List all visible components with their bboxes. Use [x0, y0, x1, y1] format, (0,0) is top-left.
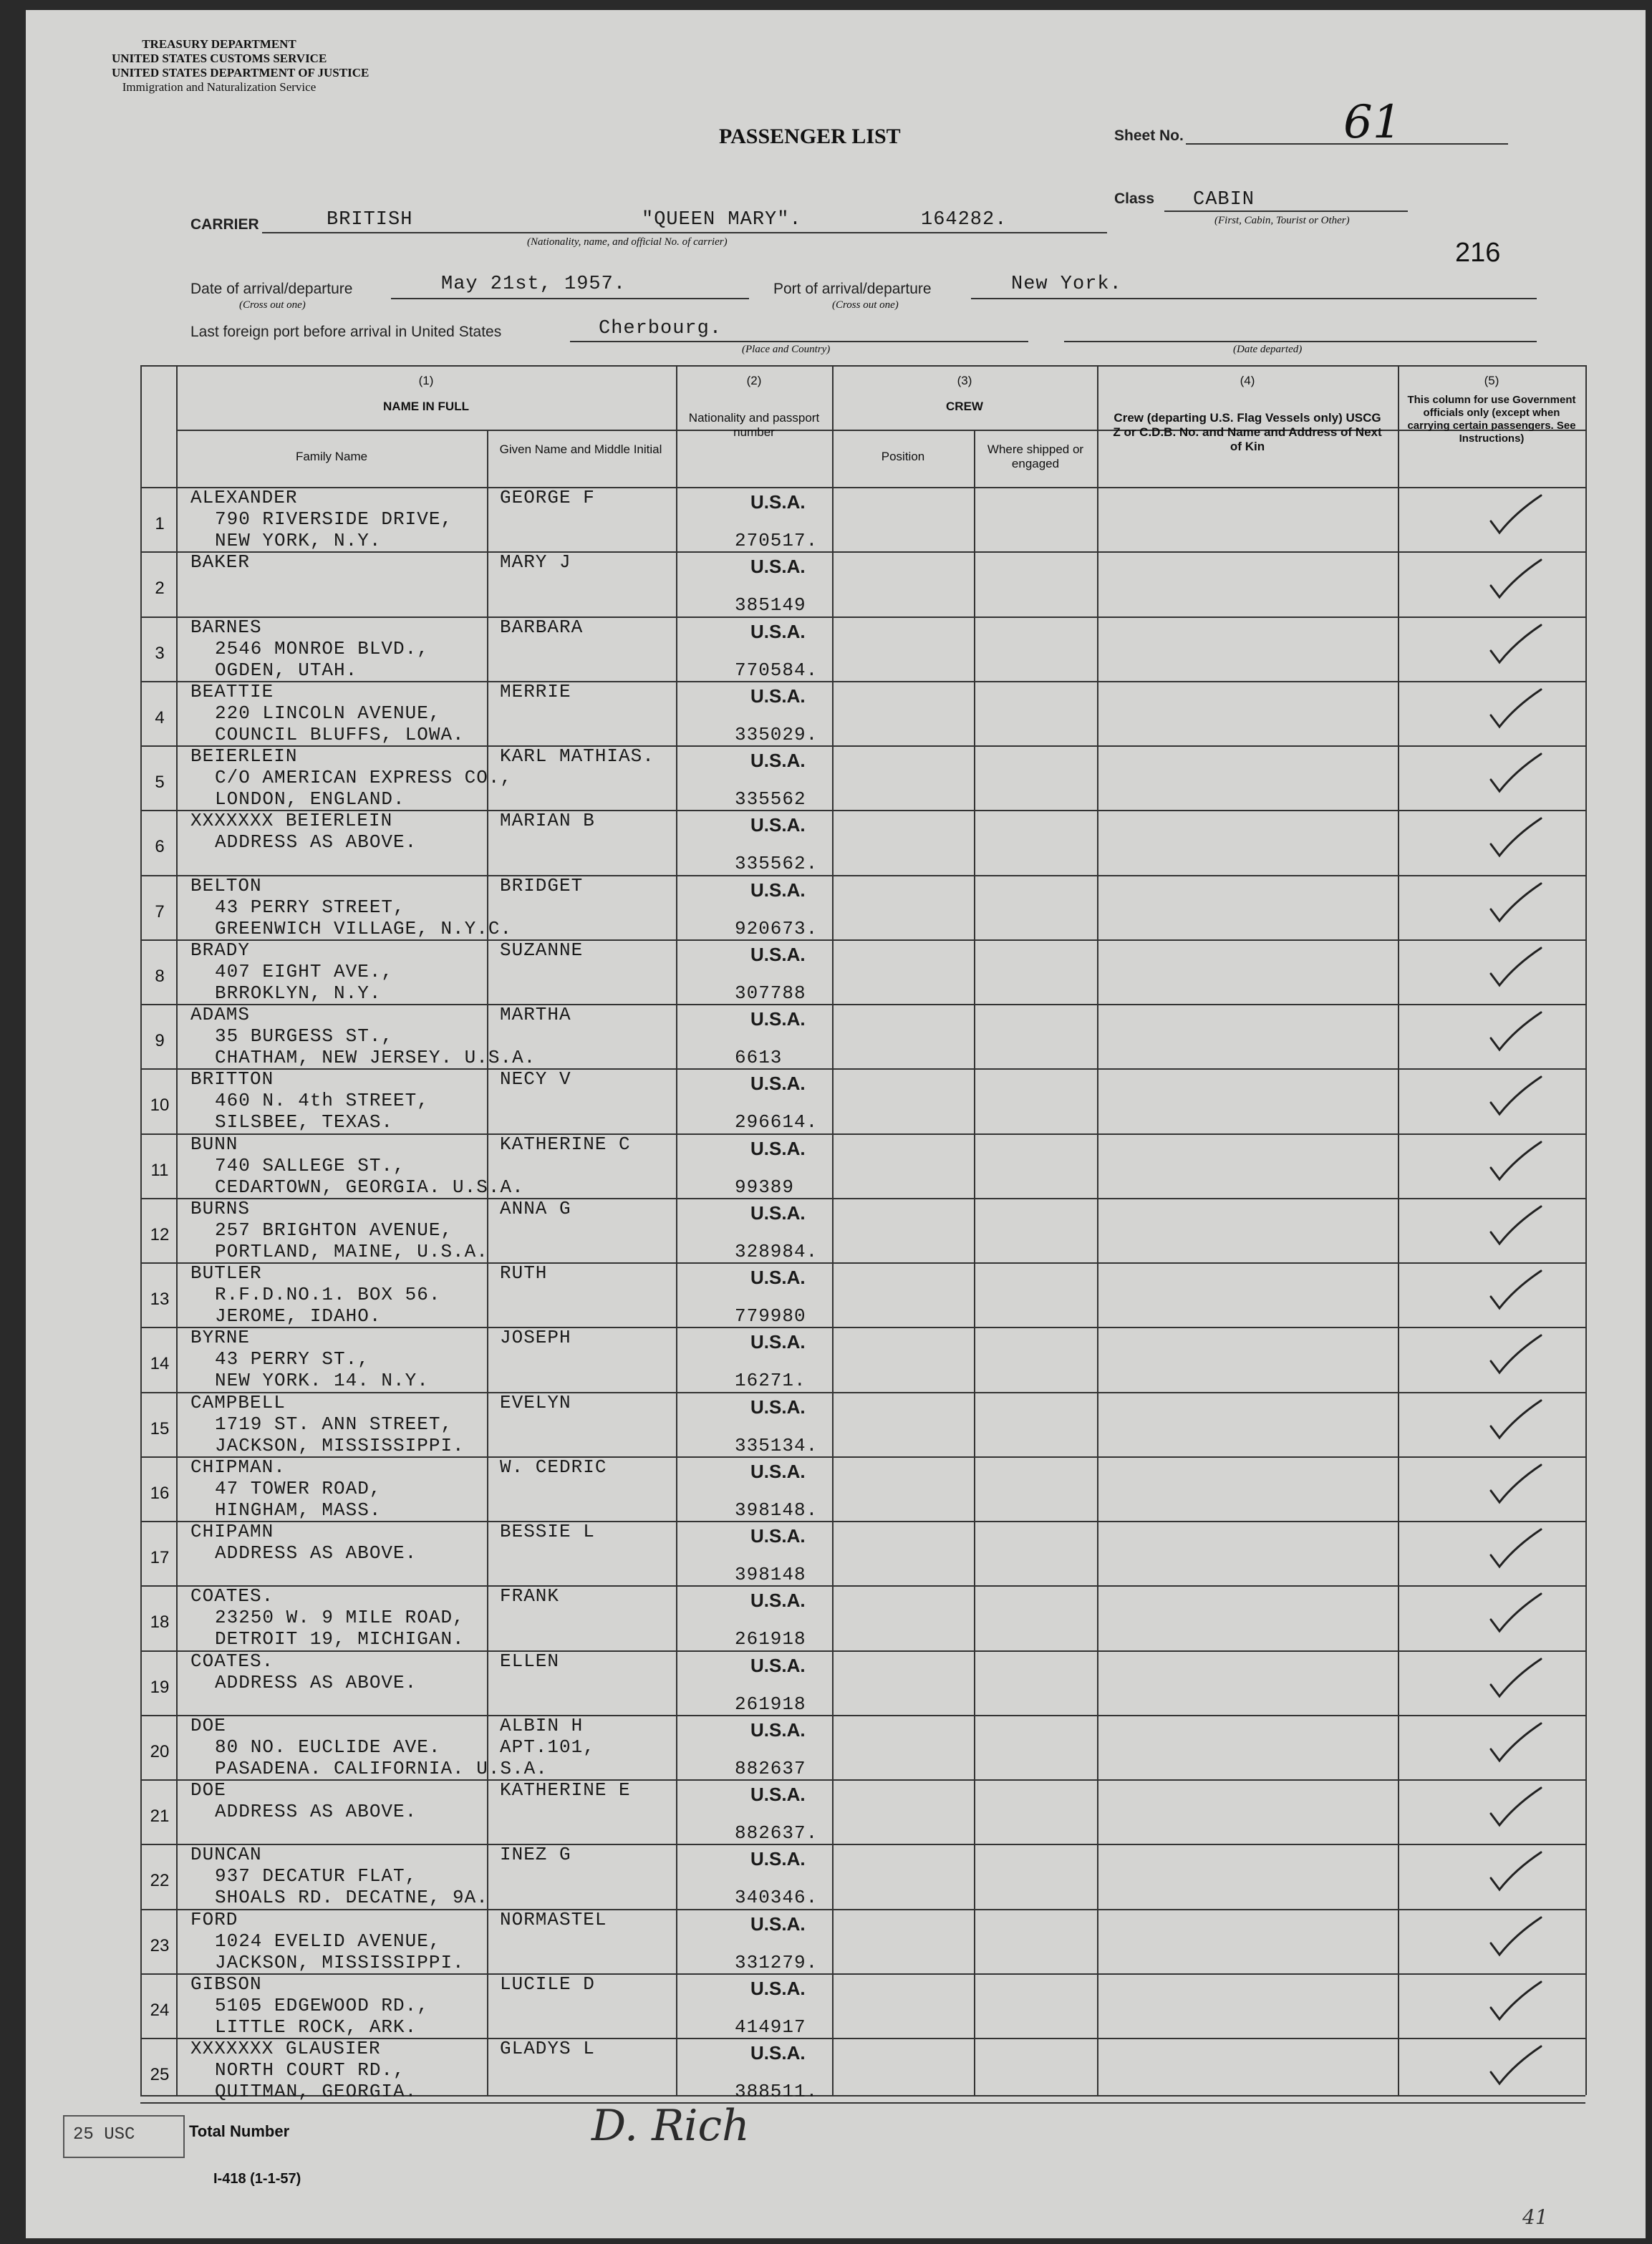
- col1-number: (1): [418, 374, 434, 387]
- check-mark-icon: [1487, 622, 1544, 672]
- table-row: [26, 1068, 1646, 1133]
- address-line-1: 5105 EDGEWOOD RD.,: [215, 1994, 429, 2016]
- check-mark-icon: [1487, 2044, 1544, 2094]
- passport-number: 398148: [735, 1564, 806, 1585]
- table-row: [26, 1973, 1646, 2038]
- table-row: [26, 1004, 1646, 1068]
- given-name: MARTHA: [500, 1004, 571, 1025]
- family-name: DOE: [190, 1714, 226, 1736]
- given-name: KARL MATHIAS.: [500, 745, 654, 767]
- row-number: 16: [150, 1483, 170, 1503]
- passport-number: 261918: [735, 1628, 806, 1650]
- address-line-2: NEW YORK. 14. N.Y.: [215, 1370, 429, 1392]
- given-name: GEORGE F: [500, 487, 595, 508]
- nationality: U.S.A.: [750, 1590, 806, 1612]
- table-row: [26, 745, 1646, 810]
- col4-number: (4): [1240, 374, 1255, 387]
- corner-mark: 41: [1522, 2205, 1548, 2229]
- address-line-2: LONDON, ENGLAND.: [215, 788, 405, 810]
- address-line-2: PORTLAND, MAINE, U.S.A.: [215, 1240, 488, 1262]
- address-line-2: PASADENA. CALIFORNIA. U.S.A.: [215, 1757, 548, 1779]
- passport-number: 398148.: [735, 1499, 818, 1521]
- address-line-2: CEDARTOWN, GEORGIA. U.S.A.: [215, 1176, 524, 1198]
- address-line-1: NORTH COURT RD.,: [215, 2059, 405, 2081]
- check-mark-icon: [1487, 1139, 1544, 1189]
- port-value: New York.: [1011, 274, 1122, 295]
- family-name: BARNES: [190, 616, 262, 638]
- dept-line-1: TREASURY DEPARTMENT: [142, 37, 296, 51]
- address-line-2: JACKSON, MISSISSIPPI.: [215, 1951, 465, 1973]
- table-row: [26, 1715, 1646, 1779]
- passport-number: 307788: [735, 982, 806, 1004]
- row-number: 23: [150, 1935, 170, 1955]
- family-name: CHIPMAN.: [190, 1456, 286, 1478]
- given-name: LUCILE D: [500, 1973, 595, 1995]
- table-row: [26, 1844, 1646, 1908]
- dept-header: [112, 37, 369, 95]
- table-row: [26, 1779, 1646, 1844]
- nationality: U.S.A.: [750, 1784, 806, 1805]
- sheet-number: 61: [1343, 96, 1402, 149]
- address-line-1: ADDRESS AS ABOVE.: [215, 1801, 417, 1822]
- nationality: U.S.A.: [750, 750, 806, 771]
- family-name: ADAMS: [190, 1004, 251, 1025]
- nationality: U.S.A.: [750, 556, 806, 578]
- address-line-1: ADDRESS AS ABOVE.: [215, 1671, 417, 1693]
- passport-number: 335134.: [735, 1434, 818, 1456]
- passenger-list-sheet: [26, 10, 1646, 2238]
- row-number: 8: [155, 966, 165, 986]
- col-given-name: Given Name and Middle Initial: [499, 442, 662, 456]
- check-mark-icon: [1487, 1591, 1544, 1641]
- check-mark-icon: [1487, 1721, 1544, 1771]
- passport-number: 261918: [735, 1693, 806, 1715]
- address-line-1: 23250 W. 9 MILE ROAD,: [215, 1607, 465, 1629]
- nationality: U.S.A.: [750, 1912, 806, 1935]
- nationality: U.S.A.: [750, 1396, 806, 1418]
- given-name: BESSIE L: [500, 1521, 595, 1542]
- check-mark-icon: [1487, 1915, 1544, 1965]
- family-name: BAKER: [190, 551, 251, 574]
- nationality: U.S.A.: [750, 1201, 806, 1224]
- nationality: U.S.A.: [750, 1267, 806, 1288]
- given-name: GLADYS L: [500, 2038, 595, 2059]
- nationality: U.S.A.: [750, 1718, 806, 1741]
- table-row: [26, 1327, 1646, 1391]
- address-line-1: 1024 EVELID AVENUE,: [215, 1930, 441, 1952]
- given-name: KATHERINE C: [500, 1133, 631, 1155]
- address-line-2: JEROME, IDAHO.: [215, 1305, 382, 1327]
- address-line-1: 220 LINCOLN AVENUE,: [215, 702, 441, 724]
- check-mark-icon: [1487, 751, 1544, 801]
- address-line-1: R.F.D.NO.1. BOX 56.: [215, 1284, 441, 1305]
- given-name: W. CEDRIC: [500, 1456, 607, 1478]
- col-crew-note: Crew (departing U.S. Flag Vessels only) USCG Z or C.D.B. No. and Name and Address of Next of Kin: [1113, 411, 1382, 453]
- passport-number: 296614.: [735, 1111, 818, 1133]
- place-note: (Place and Country): [742, 344, 831, 355]
- check-mark-icon: [1487, 1462, 1544, 1512]
- date-value: May 21st, 1957.: [441, 274, 627, 295]
- nationality: U.S.A.: [750, 1460, 806, 1482]
- address-line-2: COUNCIL BLUFFS, LOWA.: [215, 723, 465, 745]
- col-crew: CREW: [946, 400, 983, 413]
- check-mark-icon: [1487, 1268, 1544, 1318]
- address-line-1: 407 EIGHT AVE.,: [215, 960, 394, 982]
- address-line-2: GREENWICH VILLAGE, N.Y.C.: [215, 917, 513, 939]
- sheet-label: Sheet No.: [1114, 127, 1184, 144]
- carrier-name: "QUEEN MARY".: [642, 209, 802, 231]
- given-name: RUTH: [500, 1262, 548, 1284]
- given-name: MARY J: [500, 551, 571, 574]
- port-note: (Cross out one): [832, 299, 899, 311]
- carrier-nationality: BRITISH: [327, 209, 413, 231]
- nationality: U.S.A.: [750, 1977, 806, 1999]
- address-line-1: 1719 ST. ANN STREET,: [215, 1413, 453, 1435]
- table-row: [26, 1585, 1646, 1650]
- page-title: PASSENGER LIST: [719, 125, 901, 148]
- family-name: COATES.: [190, 1585, 274, 1607]
- check-mark-icon: [1487, 1010, 1544, 1060]
- given-name: KATHERINE E: [500, 1779, 631, 1801]
- passport-number: 920673.: [735, 917, 818, 939]
- row-number: 24: [150, 2000, 170, 2020]
- col-gov-note: This column for use Government officials only (except when carrying certain passengers. See Instructions): [1407, 394, 1576, 445]
- row-number: 18: [150, 1612, 170, 1633]
- table-row: [26, 1909, 1646, 1973]
- nationality: U.S.A.: [750, 1525, 806, 1547]
- given-name: FRANK: [500, 1585, 560, 1607]
- row-number: 3: [155, 643, 165, 663]
- nationality: U.S.A.: [750, 1073, 806, 1095]
- nationality: U.S.A.: [750, 879, 806, 901]
- row-number: 22: [150, 1871, 170, 1891]
- address-line-1: 790 RIVERSIDE DRIVE,: [215, 508, 453, 530]
- row-number: 12: [150, 1224, 170, 1244]
- row-number: 19: [150, 1677, 170, 1697]
- nationality: U.S.A.: [750, 814, 806, 836]
- passport-number: 99389: [735, 1176, 795, 1198]
- nationality: U.S.A.: [750, 491, 806, 513]
- nationality: U.S.A.: [750, 1654, 806, 1676]
- port-label: Port of arrival/departure: [773, 281, 932, 297]
- row-number: 13: [150, 1290, 170, 1309]
- row-number: 1: [155, 514, 165, 533]
- passport-number: 331279.: [735, 1951, 818, 1973]
- row-number: 21: [150, 1807, 170, 1826]
- address-line-1: 2546 MONROE BLVD.,: [215, 637, 429, 659]
- table-row: [26, 1133, 1646, 1198]
- given-name: BARBARA: [500, 616, 584, 638]
- class-note: (First, Cabin, Tourist or Other): [1214, 215, 1350, 226]
- passport-number: 6613: [735, 1047, 783, 1068]
- table-row: [26, 1456, 1646, 1521]
- table-row: [26, 681, 1646, 745]
- family-name: COATES.: [190, 1650, 274, 1672]
- check-mark-icon: [1487, 557, 1544, 607]
- row-number: 4: [155, 707, 165, 727]
- family-name: CAMPBELL: [190, 1391, 286, 1413]
- family-name: BURNS: [190, 1197, 251, 1219]
- row-number: 25: [150, 2065, 170, 2084]
- family-name: XXXXXXX BEIERLEIN: [190, 810, 393, 832]
- address-line-2: DETROIT 19, MICHIGAN.: [215, 1628, 465, 1650]
- passport-number: 340346.: [735, 1887, 818, 1909]
- col2-number: (2): [746, 374, 762, 387]
- carrier-note: (Nationality, name, and official No. of carrier): [527, 236, 728, 248]
- check-mark-icon: [1487, 945, 1544, 995]
- passport-number: 882637: [735, 1757, 806, 1779]
- passport-number: 882637.: [735, 1822, 818, 1844]
- family-name: BUTLER: [190, 1262, 262, 1284]
- given-name: EVELYN: [500, 1391, 571, 1413]
- family-name: CHIPAMN: [190, 1521, 274, 1542]
- form-number: I-418 (1-1-57): [213, 2171, 301, 2187]
- check-mark-icon: [1487, 1333, 1544, 1383]
- col3-number: (3): [957, 374, 972, 387]
- address-line-2: LITTLE ROCK, ARK.: [215, 2016, 417, 2038]
- carrier-number: 164282.: [921, 209, 1008, 231]
- given-name: NECY V: [500, 1068, 571, 1090]
- row-number: 20: [150, 1741, 170, 1761]
- last-port-label: Last foreign port before arrival in United States: [190, 324, 502, 340]
- family-name: GIBSON: [190, 1973, 262, 1995]
- address-line-1: 47 TOWER ROAD,: [215, 1477, 382, 1499]
- given-name: SUZANNE: [500, 939, 584, 961]
- check-mark-icon: [1487, 881, 1544, 931]
- check-mark-icon: [1487, 1074, 1544, 1124]
- table-row: [26, 1392, 1646, 1456]
- passport-number: 779980: [735, 1305, 806, 1327]
- passport-number: 328984.: [735, 1240, 818, 1262]
- row-number: 15: [150, 1418, 170, 1438]
- total-number-label: Total Number: [189, 2122, 290, 2140]
- dept-line-3: UNITED STATES DEPARTMENT OF JUSTICE: [112, 66, 369, 79]
- check-mark-icon: [1487, 816, 1544, 866]
- date-note: (Cross out one): [239, 299, 306, 311]
- nationality: U.S.A.: [750, 2042, 806, 2064]
- nationality: U.S.A.: [750, 943, 806, 965]
- address-line-1: ADDRESS AS ABOVE.: [215, 1542, 417, 1564]
- given-name: JOSEPH: [500, 1327, 571, 1349]
- given-name: NORMASTEL: [500, 1908, 607, 1930]
- passport-number: 335562: [735, 788, 806, 810]
- address-line-1: 35 BURGESS ST.,: [215, 1025, 394, 1047]
- address-line-2: JACKSON, MISSISSIPPI.: [215, 1434, 465, 1456]
- given-name: INEZ G: [500, 1844, 571, 1866]
- address-line-2: CHATHAM, NEW JERSEY. U.S.A.: [215, 1047, 536, 1068]
- row-number: 2: [155, 579, 165, 599]
- address-line-1: 740 SALLEGE ST.,: [215, 1154, 405, 1176]
- address-line-1: 460 N. 4th STREET,: [215, 1090, 429, 1112]
- address-line-1: 43 PERRY STREET,: [215, 896, 405, 918]
- table-row: [26, 875, 1646, 939]
- address-line-1: 80 NO. EUCLIDE AVE.: [215, 1736, 441, 1758]
- table-row: [26, 616, 1646, 681]
- table-row: [26, 1521, 1646, 1585]
- family-name: FORD: [190, 1908, 238, 1930]
- row-number: 11: [150, 1160, 169, 1180]
- address-line-1: 937 DECATUR FLAT,: [215, 1865, 417, 1887]
- col-nationality: Nationality and passport number: [688, 411, 820, 439]
- family-name: ALEXANDER: [190, 487, 298, 508]
- check-mark-icon: [1487, 1527, 1544, 1577]
- nationality: U.S.A.: [750, 1137, 806, 1159]
- class-label: Class: [1114, 190, 1155, 207]
- table-row: [26, 2038, 1646, 2102]
- address-line-1: ADDRESS AS ABOVE.: [215, 831, 417, 853]
- family-name: BEATTIE: [190, 680, 274, 702]
- col-family-name: Family Name: [295, 450, 368, 463]
- passport-number: 388511.: [735, 2081, 818, 2102]
- address-line-2: QUITMAN, GEORGIA.: [215, 2081, 417, 2102]
- passport-number: 770584.: [735, 659, 818, 681]
- family-name: XXXXXXX GLAUSIER: [190, 2038, 381, 2059]
- address-line-2: SILSBEE, TEXAS.: [215, 1111, 394, 1133]
- row-number: 14: [150, 1354, 170, 1374]
- nationality: U.S.A.: [750, 1331, 806, 1353]
- given-name: MERRIE: [500, 680, 571, 702]
- family-name: BEIERLEIN: [190, 745, 298, 767]
- nationality: U.S.A.: [750, 620, 806, 642]
- passport-number: 16271.: [735, 1370, 806, 1392]
- check-mark-icon: [1487, 493, 1544, 543]
- given-name: BRIDGET: [500, 874, 584, 896]
- nationality: U.S.A.: [750, 685, 806, 707]
- footer-stamp: 25 USC: [73, 2125, 135, 2144]
- passport-number: 335562.: [735, 853, 818, 875]
- family-name: BRITTON: [190, 1068, 274, 1090]
- address-line-1: C/O AMERICAN EXPRESS CO.,: [215, 767, 513, 788]
- given-name: ANNA G: [500, 1197, 571, 1219]
- given-name: ELLEN: [500, 1650, 560, 1672]
- signature: D. Rich: [591, 2101, 750, 2151]
- passport-number: 335029.: [735, 723, 818, 745]
- col-position: Position: [881, 450, 925, 463]
- address-line-2: NEW YORK, N.Y.: [215, 530, 382, 551]
- table-row: [26, 551, 1646, 616]
- check-mark-icon: [1487, 1849, 1544, 1900]
- given-name-extra: APT.101,: [500, 1736, 595, 1758]
- table-row: [26, 1650, 1646, 1715]
- carrier-label: CARRIER: [190, 216, 259, 233]
- check-mark-icon: [1487, 1656, 1544, 1706]
- row-number: 17: [150, 1548, 170, 1567]
- table-row: [26, 1262, 1646, 1327]
- table-row: [26, 810, 1646, 874]
- address-line-1: 43 PERRY ST.,: [215, 1348, 369, 1370]
- table-row: [26, 1198, 1646, 1262]
- class-value: CABIN: [1193, 189, 1255, 211]
- check-mark-icon: [1487, 1398, 1544, 1448]
- address-line-2: SHOALS RD. DECATNE, 9A.: [215, 1887, 488, 1909]
- footer-stamp-box: [63, 2115, 185, 2158]
- address-line-2: BRROKLYN, N.Y.: [215, 982, 382, 1004]
- date-label: Date of arrival/departure: [190, 281, 353, 297]
- nationality: U.S.A.: [750, 1008, 806, 1030]
- passport-number: 414917: [735, 2016, 806, 2038]
- check-mark-icon: [1487, 687, 1544, 737]
- family-name: BRADY: [190, 939, 251, 961]
- check-mark-icon: [1487, 1979, 1544, 2029]
- table-row: [26, 487, 1646, 551]
- table-row: [26, 939, 1646, 1004]
- family-name: DOE: [190, 1779, 226, 1801]
- given-name: ALBIN H: [500, 1714, 584, 1736]
- check-mark-icon: [1487, 1204, 1544, 1254]
- stamp-number: 216: [1455, 238, 1501, 268]
- date-departed-note: (Date departed): [1233, 344, 1303, 355]
- row-number: 9: [155, 1031, 165, 1050]
- address-line-2: OGDEN, UTAH.: [215, 659, 358, 681]
- family-name: BUNN: [190, 1133, 238, 1155]
- last-port-value: Cherbourg.: [599, 318, 723, 339]
- row-number: 5: [155, 773, 165, 792]
- col5-number: (5): [1484, 374, 1499, 387]
- passport-number: 270517.: [735, 530, 818, 551]
- row-number: 7: [155, 901, 165, 922]
- given-name: MARIAN B: [500, 810, 595, 832]
- family-name: BELTON: [190, 874, 262, 896]
- address-line-1: 257 BRIGHTON AVENUE,: [215, 1219, 453, 1241]
- col1-title: NAME IN FULL: [383, 400, 469, 413]
- check-mark-icon: [1487, 1785, 1544, 1835]
- passport-number: 385149: [735, 594, 806, 616]
- family-name: BYRNE: [190, 1327, 251, 1349]
- row-number: 10: [150, 1096, 170, 1116]
- row-number: 6: [155, 837, 165, 857]
- address-line-2: HINGHAM, MASS.: [215, 1499, 382, 1521]
- col-where-shipped: Where shipped or engaged: [987, 442, 1084, 470]
- nationality: U.S.A.: [750, 1848, 806, 1870]
- dept-line-2: UNITED STATES CUSTOMS SERVICE: [112, 52, 327, 65]
- dept-line-4: Immigration and Naturalization Service: [122, 80, 317, 94]
- family-name: DUNCAN: [190, 1844, 262, 1866]
